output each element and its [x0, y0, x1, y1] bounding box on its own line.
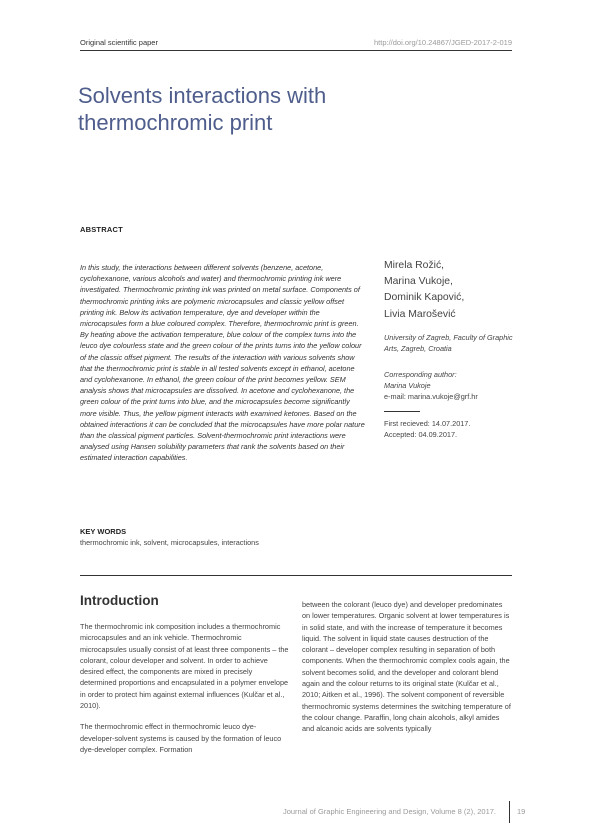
abstract-heading: ABSTRACT — [80, 225, 123, 234]
corresponding-label: Corresponding author: — [384, 370, 457, 379]
intro-column-left — [80, 621, 290, 765]
accepted-date: Accepted: 04.09.2017. — [384, 430, 458, 439]
paragraph: between the colorant (leuco dye) and developer predominates on lower temperatures. Organic solvent at lower temperatures is in solid state, and with the increase of temperature it becomes liquid. The solvent in liquid state causes destruction of the colorant – developer complex resulting in separation of both components. When the thermochromic complex cools again, the solvent becomes solid, and the developer and colorant blend again and the colour returns to its original state (Kulčar et al., 2010; Aitken et al., 1996). The solvent component of reversible thermochromic systems determines the switching temperature of the colour change. Paraffin, long chain alcohols, alkyl amides and alcanoic acids are solvents typically — [302, 600, 511, 734]
header-rule — [80, 50, 512, 51]
author-list — [384, 258, 524, 323]
corresponding-email[interactable]: e-mail: marina.vukoje@grf.hr — [384, 392, 478, 401]
paragraph: The thermochromic effect in thermochromic leuco dye-developer-solvent systems is caused by the formation of leuco dye-developer complex. Formation — [80, 722, 282, 754]
doi-link[interactable]: http://doi.org/10.24867/JGED-2017-2-019 — [373, 38, 512, 47]
section-label: Original scientific paper — [80, 38, 158, 47]
corresponding-author — [384, 369, 524, 402]
author-name: Marina Vukoje, — [384, 276, 453, 288]
corresponding-name: Marina Vukoje — [384, 381, 431, 390]
author-name: Mirela Rožić, — [384, 260, 445, 271]
keywords-text: thermochromic ink, solvent, microcapsules, interactions — [80, 538, 259, 547]
section-rule — [80, 575, 512, 576]
footer-divider — [509, 801, 510, 823]
page-number: 19 — [517, 807, 526, 816]
author-name: Dominik Kapović, — [384, 292, 465, 304]
received-date: First recieved: 14.07.2017. — [384, 419, 471, 428]
author-name: Livia Marošević — [384, 308, 456, 320]
affiliation: University of Zagreb, Faculty of Graphic Arts, Zagreb, Croatia — [384, 333, 513, 353]
intro-column-right — [302, 599, 512, 745]
paper-title: Solvents interactions with thermochromic print — [78, 83, 327, 135]
journal-footer: Journal of Graphic Engineering and Design, Volume 8 (2), 2017. — [282, 807, 496, 816]
dates-rule — [384, 411, 420, 412]
dates-block — [384, 418, 524, 440]
keywords-heading: KEY WORDS — [80, 527, 127, 536]
introduction-heading: Introduction — [80, 593, 159, 608]
abstract-text: In this study, the interactions between different solvents (benzene, acetone, cyclohexanone, various alcohols and water) and thermochromic printing ink were investigated. Thermochromic printing ink was printed on metal surface. Components of thermochromic printing inks are polymeric microcapsules and classic yellow offset printing ink. Below its activation temperature, dye and developer within the microcapsules form a blue coloured complex. Therefore, thermochromic print is green. By heating above the activation temperature, blue colour of the complex turns into the leuco dye colourless state and the green colour of the prints turns into the yellow colour of the classic offset pigment. The results of the interaction with various solvents show that the thermochromic print is stable in all tested solvents except in ethanol, acetone and cyclohexanone. In ethanol, the green colour of the print becomes yellow. SEM analysis shows that microcapsules are dissolved. In acetone and cyclohexanone, the green colour of the print turns into blue, and the microcapsules become significantly more visible. Thus, the yellow pigment interacts with examined ketones. Based on the obtained interactions it can be concluded that the microcapsules have more polar nature than the classical pigment particles. Solvent-thermochromic print interactions were analysed using Hansen solubility parameters that rank the solvents based on their estimated interaction capabilities. — [80, 263, 365, 463]
paragraph: The thermochromic ink composition includes a thermochromic microcapsules and an ink vehicle. Thermochromic microcapsules usually consist of at least three components – the colorant, colour developer and solvent. In order to achieve desired effect, the components are mixed in precisely determined proportions and encapsulated in a polymer envelope in order to protect him against external influences (Kulčar et al., 2010). — [80, 622, 289, 711]
